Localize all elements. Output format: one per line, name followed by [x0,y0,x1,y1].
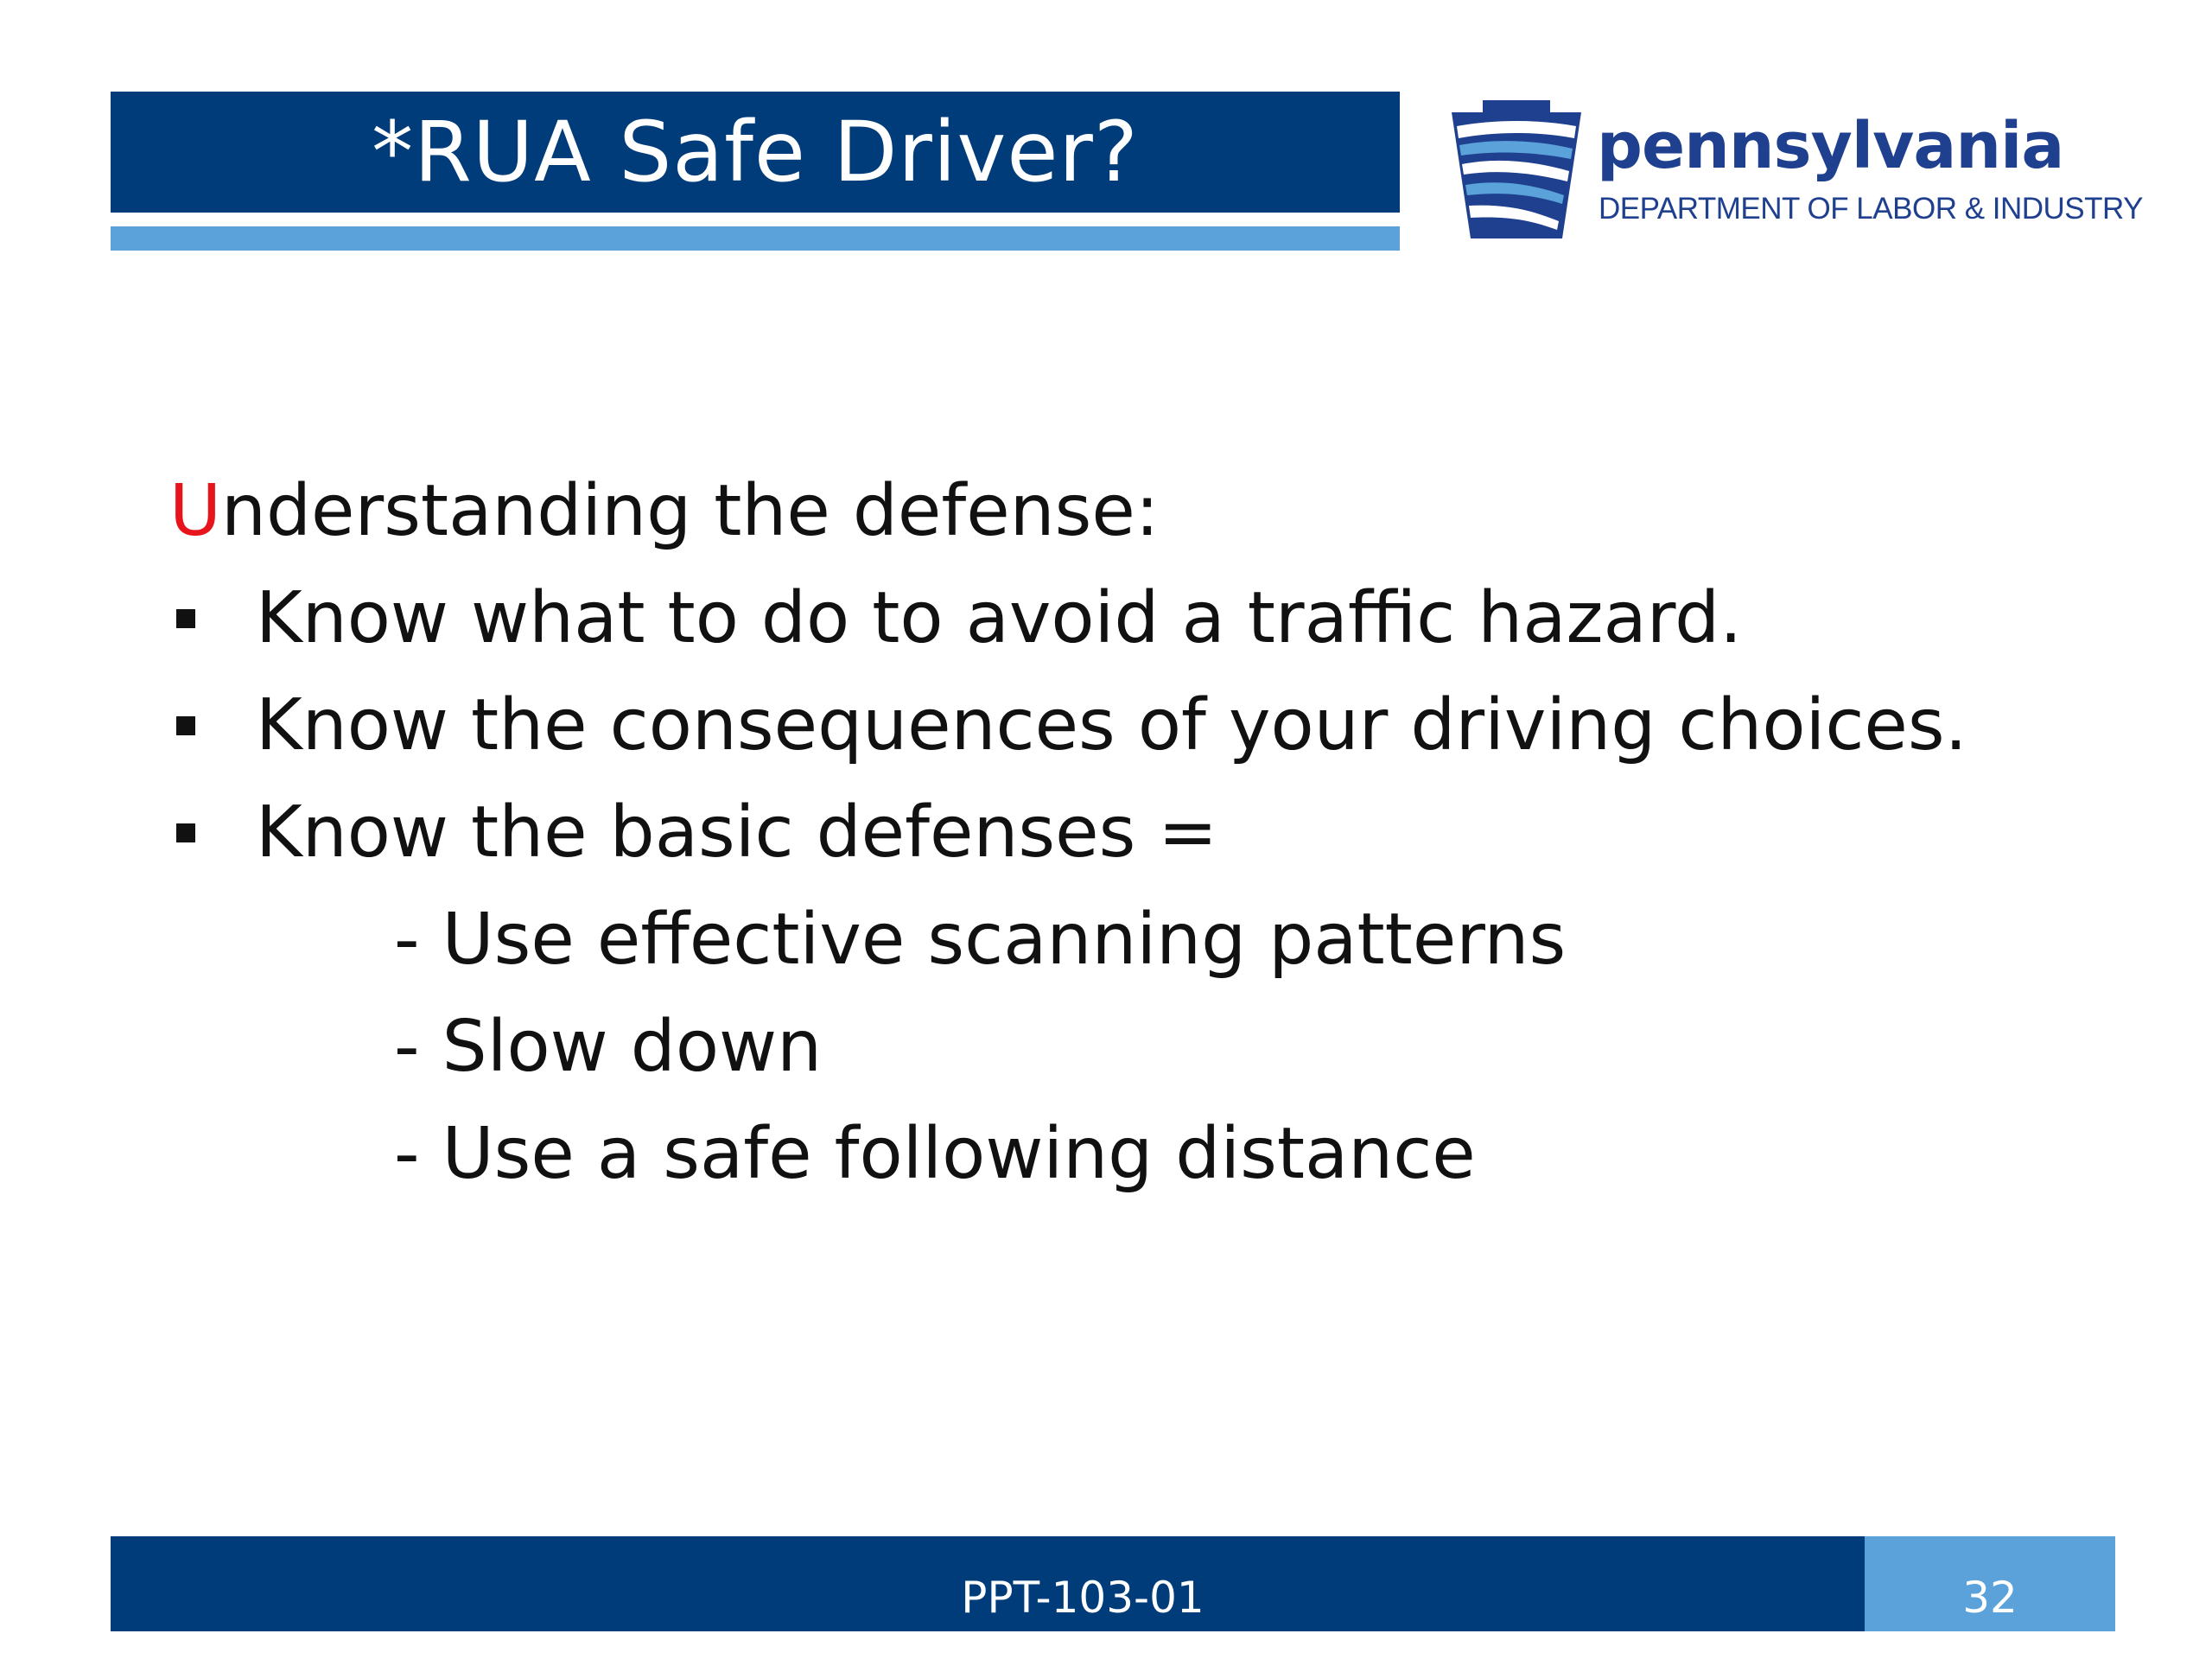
bullet-item [169,672,2113,779]
bullet-text: Know the consequences of your driving choices. [256,684,1967,766]
title-banner [111,92,1400,213]
logo-wordmark: pennsylvania [1597,109,2064,183]
sub-item: - Use a safe following distance [394,1113,1476,1195]
heading-rest: nderstanding the defense: [221,470,1160,552]
heading-initial: U [169,470,222,552]
slide-body [169,458,2113,1208]
bullet-text: Know the basic defenses = [256,791,1218,874]
page-number-box [1865,1536,2115,1631]
title-underline [111,226,1400,251]
sub-item: - Use effective scanning patterns [394,899,1567,981]
pennsylvania-logo [1443,97,2144,244]
footer-bar [111,1536,1865,1631]
square-bullet-icon [176,716,195,735]
keystone-logo-icon [1443,100,1590,238]
sub-item: - Slow down [394,1006,823,1088]
bullet-item [169,779,2113,887]
square-bullet-icon [176,823,195,842]
slide-title: *RUA Safe Driver? [372,104,1139,200]
square-bullet-icon [176,609,195,628]
footer-code: PPT-103-01 [961,1573,1205,1623]
page-number: 32 [1962,1573,2018,1623]
logo-department: DEPARTMENT OF LABOR & INDUSTRY [1599,192,2144,226]
section-heading [169,458,2113,565]
bullet-text: Know what to do to avoid a traffic hazard. [256,577,1743,659]
bullet-item [169,565,2113,672]
